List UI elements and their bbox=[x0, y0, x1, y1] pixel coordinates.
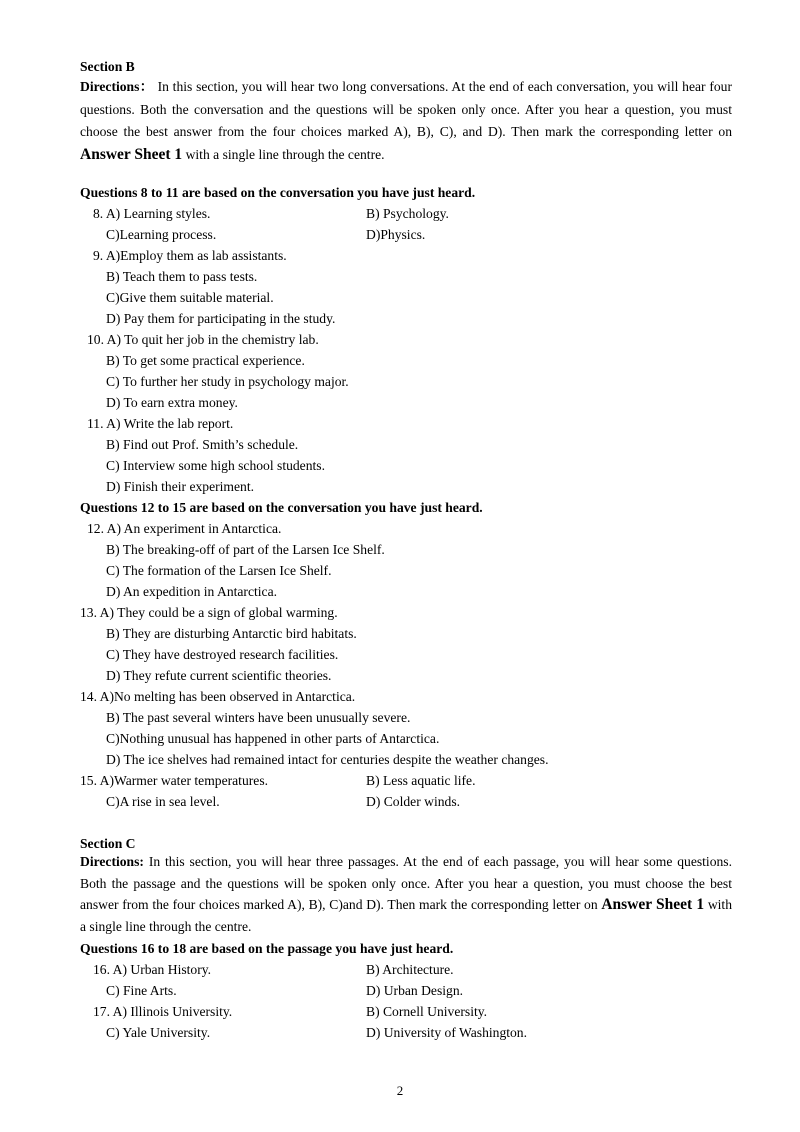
option-10a: 10. A) To quit her job in the chemistry lab. bbox=[87, 332, 319, 347]
option-15c: C)A rise in sea level. bbox=[106, 794, 220, 809]
option-11d: D) Finish their experiment. bbox=[106, 479, 254, 494]
option-9a: 9. A)Employ them as lab assistants. bbox=[93, 248, 287, 263]
option-14d: D) The ice shelves had remained intact for centuries despite the weather changes. bbox=[106, 752, 549, 767]
section-c-directions bbox=[80, 851, 732, 937]
option-14c: C)Nothing unusual has happened in other parts of Antarctica. bbox=[106, 731, 440, 746]
option-14a: 14. A)No melting has been observed in Antarctica. bbox=[80, 689, 356, 704]
option-13a: 13. A) They could be a sign of global warming. bbox=[80, 605, 338, 620]
option-8c: C)Learning process. bbox=[106, 227, 217, 242]
option-13b: B) They are disturbing Antarctic bird habitats. bbox=[106, 626, 357, 641]
question-group-header: Questions 16 to 18 are based on the passage you have just heard. bbox=[80, 941, 454, 956]
option-9d: D) Pay them for participating in the study. bbox=[106, 311, 336, 326]
option-17b: B) Cornell University. bbox=[366, 1004, 488, 1019]
option-12a: 12. A) An experiment in Antarctica. bbox=[87, 521, 282, 536]
directions-text-end: with a single line through the centre. bbox=[80, 897, 732, 934]
option-10c: C) To further her study in psychology major. bbox=[106, 374, 349, 389]
option-12c: C) The formation of the Larsen Ice Shelf. bbox=[106, 563, 332, 578]
directions-label: Directions： bbox=[80, 79, 154, 94]
option-13c: C) They have destroyed research facilities. bbox=[106, 647, 339, 662]
option-16b: B) Architecture. bbox=[366, 962, 454, 977]
option-17c: C) Yale University. bbox=[106, 1025, 211, 1040]
option-14b: B) The past several winters have been unusually severe. bbox=[106, 710, 411, 725]
directions-text-end: with a single line through the centre. bbox=[182, 146, 385, 162]
option-10d: D) To earn extra money. bbox=[106, 395, 238, 410]
option-16a: 16. A) Urban History. bbox=[93, 962, 212, 977]
question-group-header: Questions 12 to 15 are based on the conversation you have just heard. bbox=[80, 500, 483, 515]
option-13d: D) They refute current scientific theories. bbox=[106, 668, 332, 683]
answer-sheet-label: Answer Sheet 1 bbox=[601, 896, 705, 913]
option-16c: C) Fine Arts. bbox=[106, 983, 177, 998]
directions-label: Directions: bbox=[80, 854, 144, 869]
page-number: 2 bbox=[396, 1083, 404, 1098]
option-16d: D) Urban Design. bbox=[366, 983, 464, 998]
option-15a: 15. A)Warmer water temperatures. bbox=[80, 773, 269, 788]
option-8d: D)Physics. bbox=[366, 227, 426, 242]
section-b-heading: Section B bbox=[80, 59, 135, 74]
option-12b: B) The breaking-off of part of the Larsen Ice Shelf. bbox=[106, 542, 385, 557]
section-b-directions bbox=[80, 76, 732, 166]
option-8b: B) Psychology. bbox=[366, 206, 449, 221]
option-17d: D) University of Washington. bbox=[366, 1025, 528, 1040]
option-10b: B) To get some practical experience. bbox=[106, 353, 305, 368]
option-15d: D) Colder winds. bbox=[366, 794, 461, 809]
directions-text: In this section, you will hear three passages. At the end of each passage, you will hear some questions. Both the passage and the questions will be spoken only once. After you hear a question, you must choose the best answer from the four choices marked A), B), C)and D). Then mark the corresponding letter on bbox=[80, 854, 732, 912]
option-12d: D) An expedition in Antarctica. bbox=[106, 584, 278, 599]
directions-text: In this section, you will hear two long conversations. At the end of each conversation, you will hear four questions. Both the conversation and the questions will be spoken only once. After you hear a question, you must choose the best answer from the four choices marked A), B), C), and D). Then mark the corresponding letter on bbox=[80, 79, 732, 139]
option-11b: B) Find out Prof. Smith’s schedule. bbox=[106, 437, 299, 452]
option-15b: B) Less aquatic life. bbox=[366, 773, 476, 788]
option-11a: 11. A) Write the lab report. bbox=[87, 416, 234, 431]
option-11c: C) Interview some high school students. bbox=[106, 458, 325, 473]
option-8a: 8. A) Learning styles. bbox=[93, 206, 211, 221]
answer-sheet-label: Answer Sheet 1 bbox=[80, 145, 183, 163]
question-group-header: Questions 8 to 11 are based on the conversation you have just heard. bbox=[80, 185, 476, 200]
section-c-heading: Section C bbox=[80, 836, 136, 851]
option-9b: B) Teach them to pass tests. bbox=[106, 269, 258, 284]
option-17a: 17. A) Illinois University. bbox=[93, 1004, 233, 1019]
option-9c: C)Give them suitable material. bbox=[106, 290, 274, 305]
